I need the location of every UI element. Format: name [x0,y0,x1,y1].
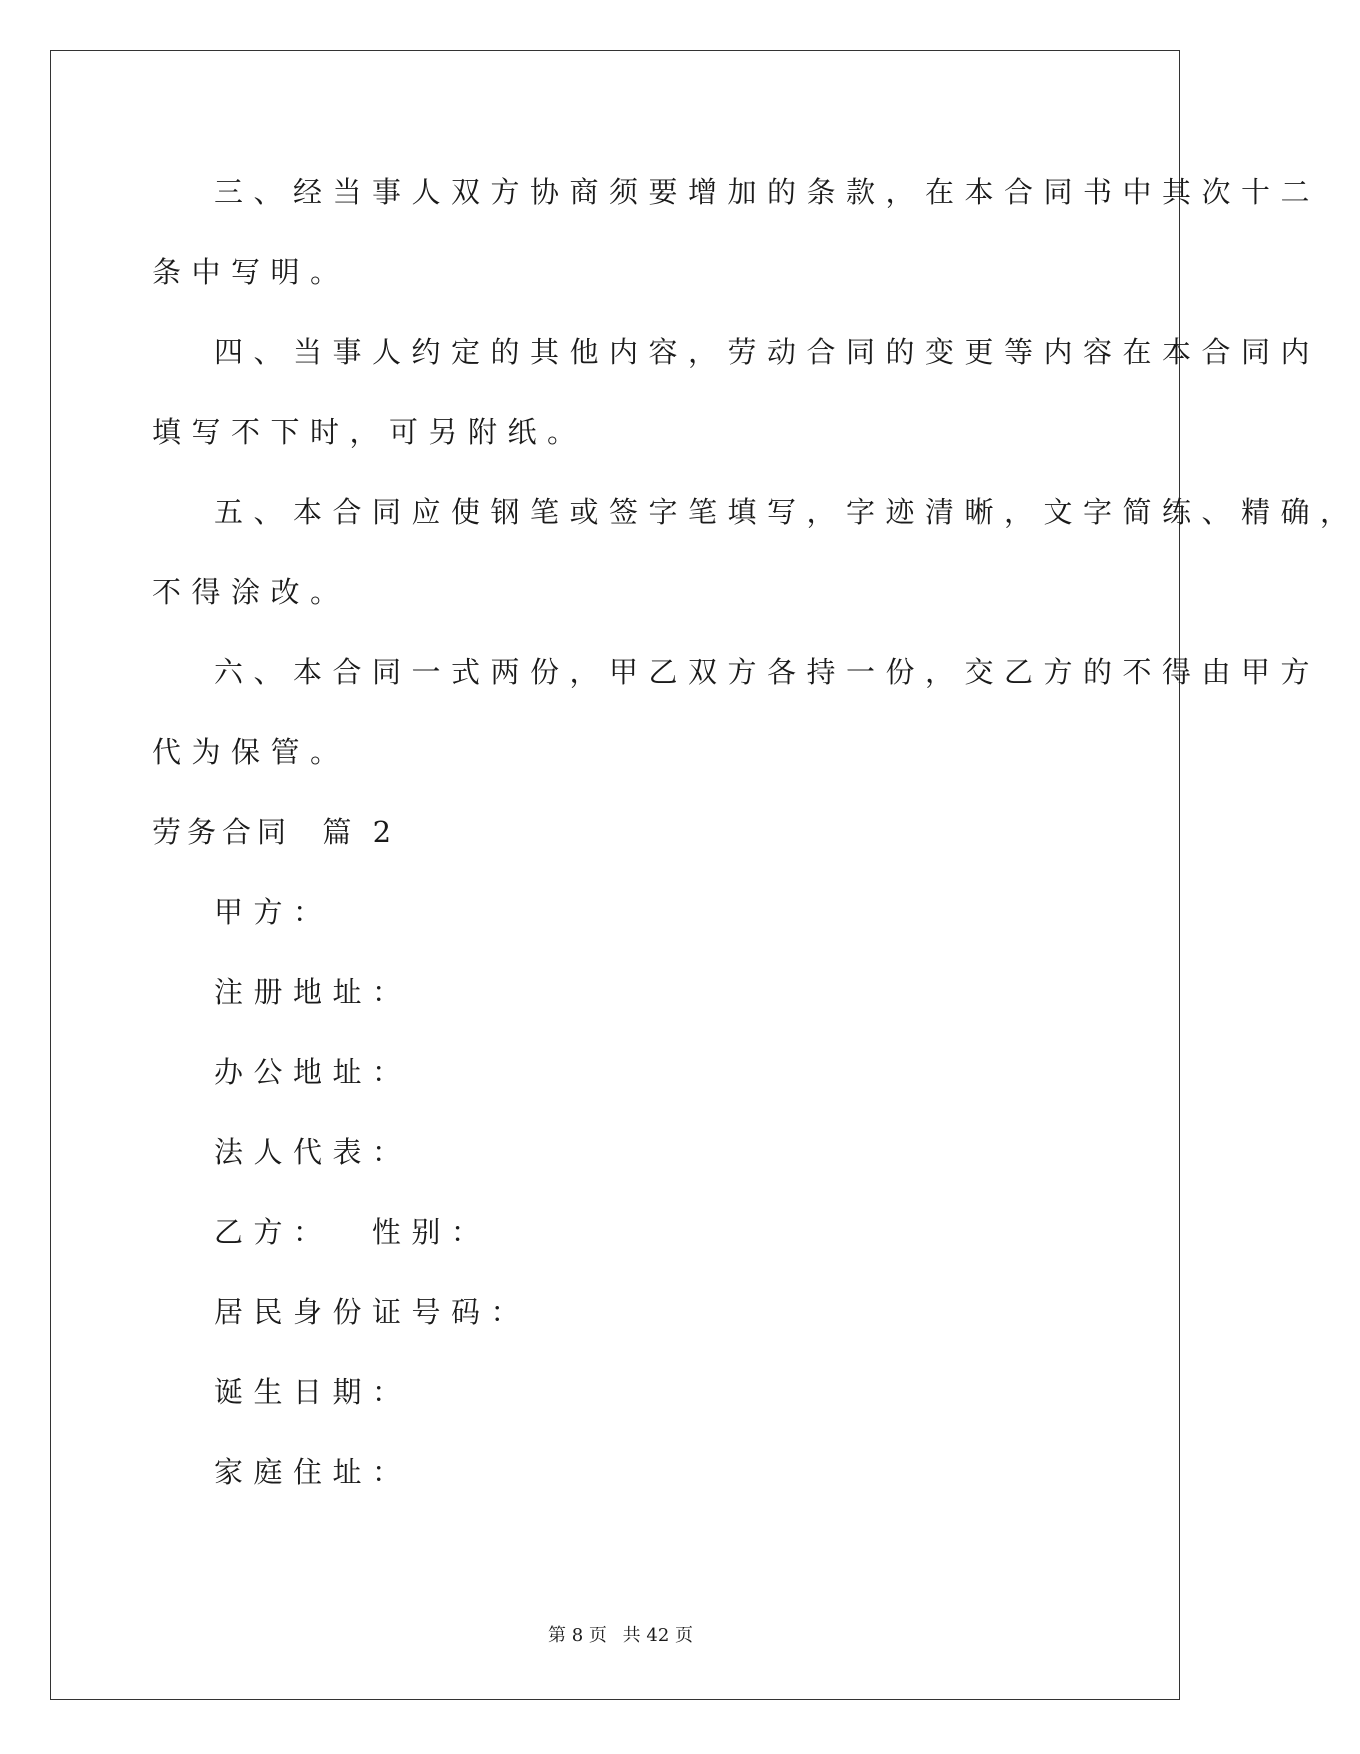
clause-3-line-2: 条中写明。 [152,255,350,289]
clause-3-line-1: 三、经当事人双方协商须要增加的条款，在本合同书中其次十二 [214,175,1321,209]
total-pages: 共 42 页 [622,1625,693,1646]
clause-5-line-1: 五、本合同应使钢笔或签字笔填写，字迹清晰，文字简练、精确， [214,495,1360,529]
page-footer [0,1621,1241,1647]
field-registered-address: 注册地址： [214,975,412,1009]
field-home-address: 家庭住址： [214,1455,412,1489]
field-party-a: 甲方： [214,895,333,929]
field-office-address: 办公地址： [214,1055,412,1089]
field-legal-representative: 法人代表： [214,1135,412,1169]
clause-6-line-2: 代为保管。 [152,735,350,769]
field-id-number: 居民身份证号码： [214,1295,531,1329]
page-number: 第 8 页 [548,1625,607,1646]
clause-5-line-2: 不得涂改。 [152,575,350,609]
clause-6-line-1: 六、本合同一式两份，甲乙双方各持一份，交乙方的不得由甲方 [214,655,1321,689]
clause-4-line-2: 填写不下时，可另附纸。 [152,415,587,449]
section-heading: 劳务合同 篇 2 [152,815,398,849]
clause-4-line-1: 四、当事人约定的其他内容，劳动合同的变更等内容在本合同内 [214,335,1321,369]
field-party-b-gender: 乙方： 性别： [214,1215,491,1249]
field-birth-date: 诞生日期： [214,1375,412,1409]
